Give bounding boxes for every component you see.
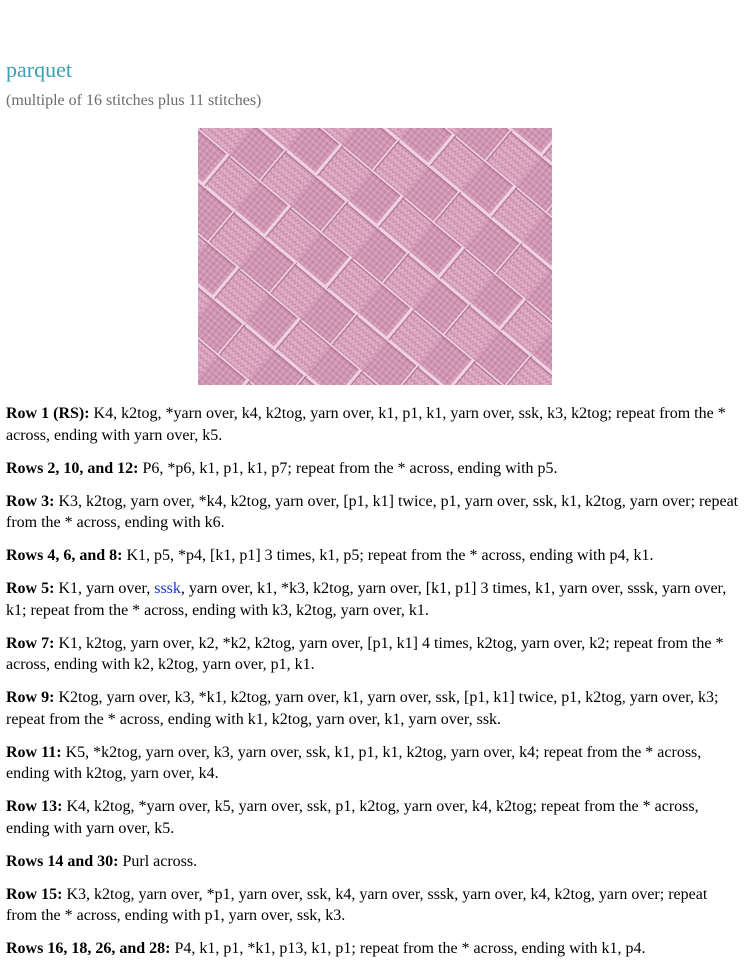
instruction-row-10: Rows 14 and 30: Purl across.: [6, 852, 198, 870]
sssk-link[interactable]: sssk: [154, 580, 181, 597]
instruction-row-3: Row 3: K3, k2tog, yarn over, *k4, k2tog, yarn over, [p1, k1] twice, p1, yarn over, ssk, k1, k2tog, yarn over; repeat from the * across, ending with k6.: [6, 492, 739, 531]
instruction-row-2: Rows 2, 10, and 12: P6, *p6, k1, p1, k1, p7; repeat from the * across, ending with p5.: [6, 459, 558, 477]
instruction-row-12: Rows 16, 18, 26, and 28: P4, k1, p1, *k1, p13, k1, p1; repeat from the * across, ending with k1, p4.: [6, 940, 646, 957]
instruction-row-1: Row 1 (RS): K4, k2tog, *yarn over, k4, k2tog, yarn over, k1, p1, k1, yarn over, ssk, k3, k2tog; repeat from the * across, ending with yarn over, k5.: [6, 405, 726, 444]
instruction-row-6: Row 7: K1, k2tog, yarn over, k2, *k2, k2tog, yarn over, [p1, k1] 4 times, k2tog, yarn over, k2; repeat from the * across, ending with k2, k2tog, yarn over, p1, k1.: [6, 634, 724, 673]
pattern-subtitle: (multiple of 16 stitches plus 11 stitches): [6, 92, 262, 109]
instruction-row-8: Row 11: K5, *k2tog, yarn over, k3, yarn over, ssk, k1, p1, k1, k2tog, yarn over, k4; repeat from the * across, ending with k2tog, yarn over, k4.: [6, 743, 702, 782]
instruction-row-7: Row 9: K2tog, yarn over, k3, *k1, k2tog, yarn over, k1, yarn over, ssk, [p1, k1] twice, p1, k2tog, yarn over, k3; repeat from the * across, ending with k1, k2tog, yarn over, k1, yarn over, ssk.: [6, 689, 719, 728]
knit-swatch-image: [198, 128, 552, 385]
pattern-title: parquet: [6, 57, 72, 82]
instruction-row-4: Rows 4, 6, and 8: K1, p5, *p4, [k1, p1] 3 times, k1, p5; repeat from the * across, ending with p4, k1.: [6, 547, 654, 564]
knit-swatch-picture: [198, 128, 552, 385]
instruction-row-9: Row 13: K4, k2tog, *yarn over, k5, yarn over, ssk, p1, k2tog, yarn over, k4, k2tog; repeat from the * across, ending with yarn over, k5.: [6, 798, 699, 837]
instruction-row-5: Row 5: K1, yarn over, sssk, yarn over, k1, *k3, k2tog, yarn over, [k1, p1] 3 times, k1, yarn over, sssk, yarn over, k1; repeat from the * across, ending with k3, k2tog, yarn over, k1.: [6, 580, 727, 619]
instruction-row-11: Row 15: K3, k2tog, yarn over, *p1, yarn over, ssk, k4, yarn over, sssk, yarn over, k4, k2tog, yarn over; repeat from the * across, ending with p1, yarn over, ssk, k3.: [6, 885, 708, 924]
pattern-instructions: [6, 403, 740, 971]
